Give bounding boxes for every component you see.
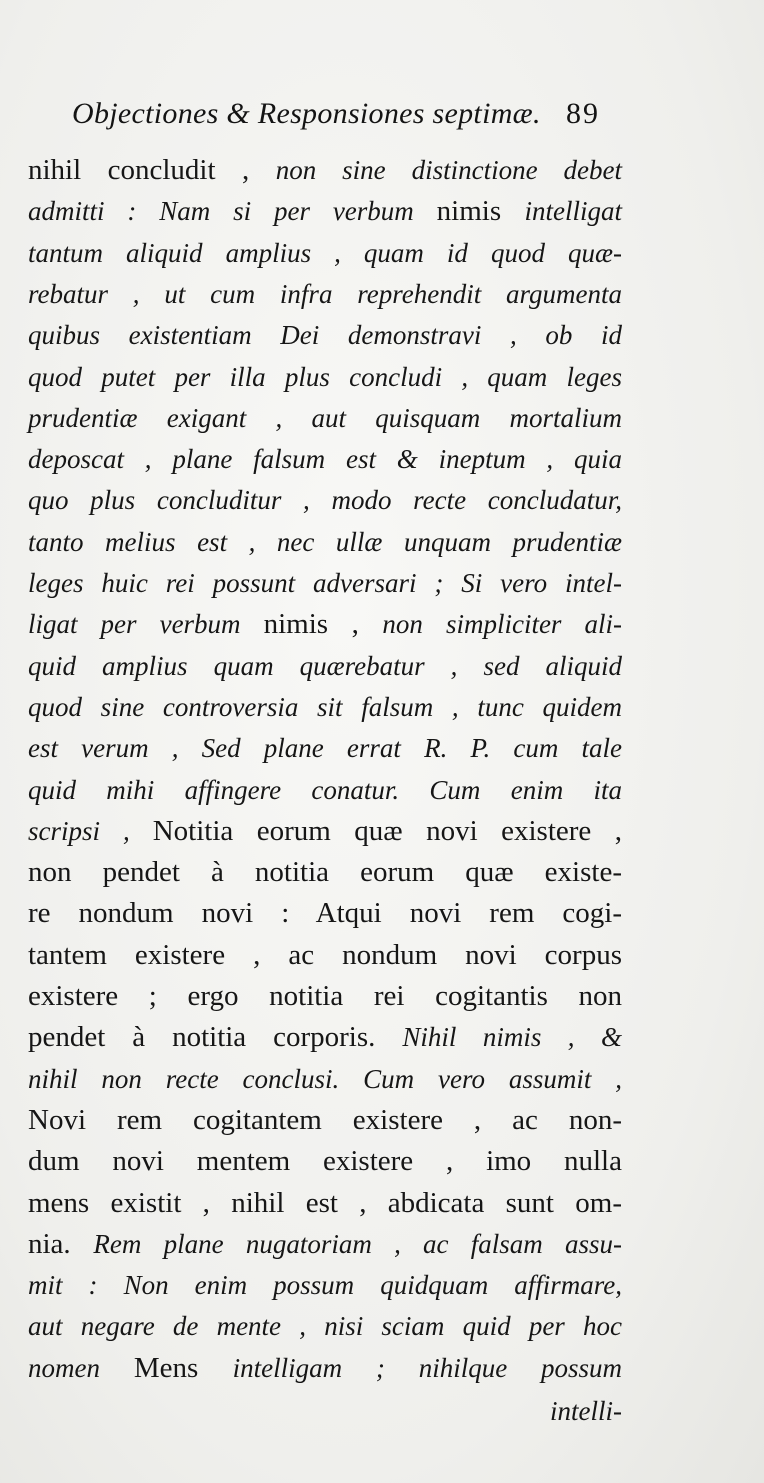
italic-segment: quod putet per illa plus concludi , quam leges [28, 361, 622, 392]
italic-segment: ligat per verbum [28, 609, 264, 640]
italic-segment: Rem plane nugatoriam , ac falsam assu- [93, 1228, 623, 1259]
roman-segment: Mens [133, 1351, 233, 1384]
text-line [28, 976, 622, 1016]
italic-segment: Nihil nimis , & [402, 1022, 622, 1053]
text-line [28, 1306, 622, 1346]
italic-segment: intelligat [524, 196, 622, 227]
roman-segment: re nondum novi : Atqui novi rem cogi- [28, 897, 622, 930]
text-line [28, 233, 622, 273]
italic-segment: scripsi , [28, 815, 153, 846]
text-line [28, 398, 622, 438]
italic-segment: admitti : Nam si per verbum [28, 196, 437, 227]
roman-segment: pendet à notitia corporis. [28, 1021, 403, 1054]
italic-segment: quid amplius quam quærebatur , sed aliquid [28, 650, 622, 681]
roman-segment: non pendet à notitia eorum quæ existe- [28, 856, 622, 889]
text-line [28, 604, 622, 644]
running-head [0, 92, 764, 142]
text-line [28, 935, 622, 975]
italic-segment: mit : Non enim possum quidquam affirmare, [28, 1270, 622, 1301]
text-line [28, 770, 622, 810]
text-line [28, 357, 622, 397]
text-line [28, 1141, 622, 1181]
roman-segment: mens existit , nihil est , abdicata sunt om- [28, 1186, 622, 1219]
italic-segment: est verum , Sed plane errat R. P. cum tale [28, 733, 622, 764]
italic-segment: non simpliciter ali- [382, 609, 622, 640]
page-number: 89 [566, 97, 600, 130]
text-line [28, 315, 622, 355]
text-line [28, 1183, 622, 1223]
italic-segment: quo plus concluditur , modo recte concludatur, [28, 485, 622, 516]
italic-segment: tanto melius est , nec ullæ unquam prudentiæ [28, 526, 622, 557]
text-line [28, 480, 622, 520]
catchword: intelli- [550, 1396, 622, 1426]
italic-segment: prudentiæ exigant , aut quisquam mortalium [28, 402, 622, 433]
text-line [28, 274, 622, 314]
text-line [28, 191, 622, 231]
roman-segment: nihil concludit , [28, 154, 276, 186]
italic-segment: non sine distinctione debet [275, 155, 622, 185]
text-line [28, 1059, 622, 1099]
text-line [28, 687, 622, 727]
text-line [28, 1224, 622, 1264]
text-line [28, 1100, 622, 1140]
italic-segment: nihil non recte conclusi. Cum vero assumit , [28, 1063, 622, 1094]
text-line [28, 646, 622, 686]
italic-segment: intelligam ; nihilque possum [232, 1352, 623, 1383]
roman-segment: existere ; ergo notitia rei cogitantis non [28, 980, 622, 1012]
italic-segment: rebatur , ut cum infra reprehendit argumenta [28, 278, 622, 309]
catchword-line [28, 1391, 622, 1431]
italic-segment: nomen [28, 1352, 134, 1383]
roman-segment: dum novi mentem existere , imo nulla [28, 1145, 622, 1178]
text-line [28, 1017, 622, 1057]
text-line [28, 728, 622, 768]
italic-segment: aut negare de mente , nisi sciam quid per hoc [28, 1311, 622, 1342]
text-line [28, 1348, 622, 1388]
text-line [28, 563, 622, 603]
italic-segment: quod sine controversia sit falsum , tunc quidem [28, 691, 622, 722]
roman-segment: Novi rem cogitantem existere , ac non- [28, 1103, 622, 1136]
text-line [28, 439, 622, 479]
roman-segment: nia. [28, 1227, 94, 1260]
italic-segment: quibus existentiam Dei demonstravi , ob id [28, 320, 622, 351]
text-line [28, 150, 622, 190]
italic-segment: tantum aliquid amplius , quam id quod quæ- [28, 237, 622, 268]
text-line [28, 811, 622, 851]
running-head-title: Objectiones & Responsiones septimæ. [72, 97, 541, 130]
text-line [28, 852, 622, 892]
italic-segment: deposcat , plane falsum est & ineptum , quia [28, 444, 622, 475]
roman-segment: nimis [436, 195, 525, 228]
roman-segment: tantem existere , ac nondum novi corpus [28, 938, 622, 971]
roman-segment: nimis , [263, 608, 383, 641]
roman-segment: Notitia eorum quæ novi existere , [152, 814, 622, 847]
italic-segment: leges huic rei possunt adversari ; Si vero intel- [28, 568, 622, 598]
text-line [28, 893, 622, 933]
text-line [28, 1265, 622, 1305]
italic-segment: quid mihi affingere conatur. Cum enim ita [28, 774, 622, 805]
text-line [28, 522, 622, 562]
